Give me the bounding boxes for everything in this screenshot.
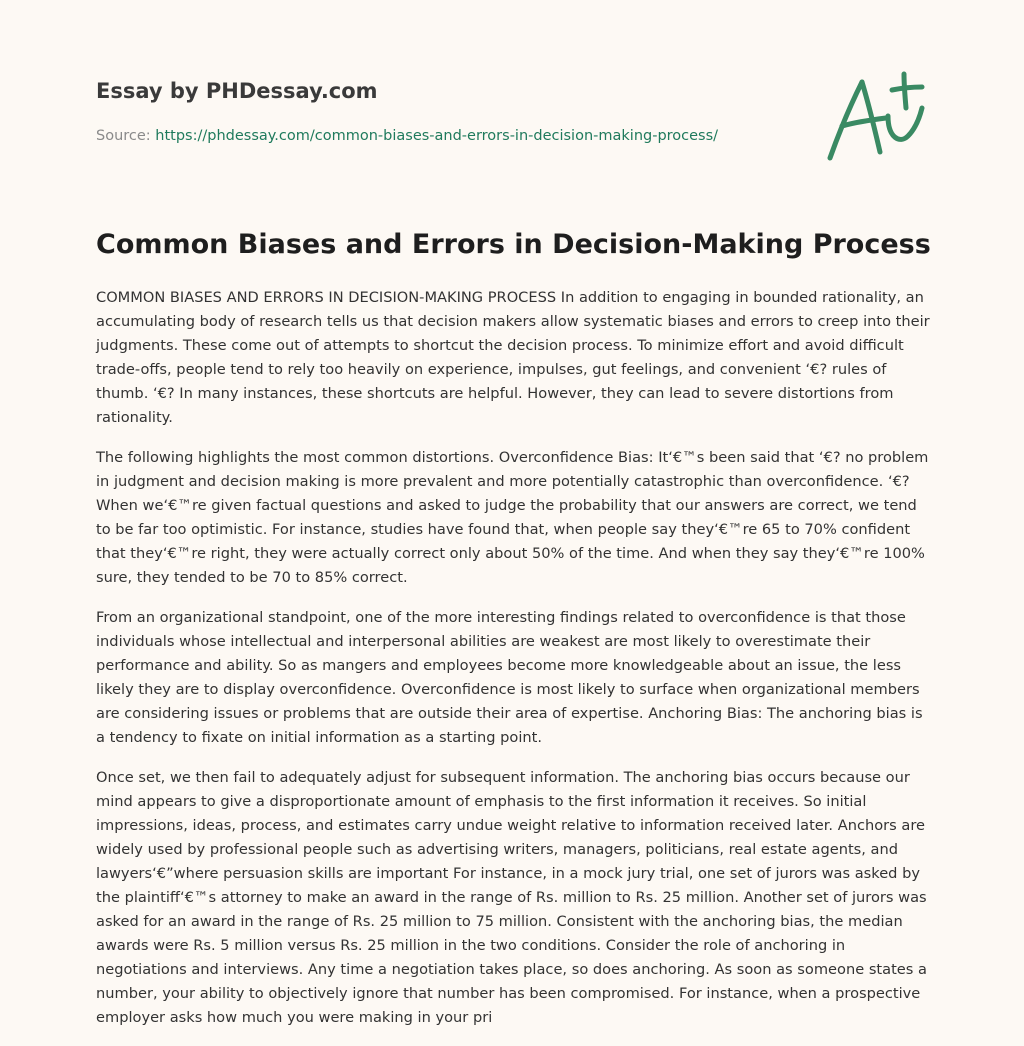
essay-paragraph: From an organizational standpoint, one of the more interesting findings related to overconfidence is that those individuals whose intellectual and interpersonal abilities are weakest are most likely to overestimate their performance and ability. So as mangers and employees become more knowledgeable about an issue, the less likely they are to display overconfidence. Overconfidence is most likely to surface when organizational members are considering issues or problems that are outside their area of expertise. Anchoring Bias: The anchoring bias is a tendency to fixate on initial information as a starting point.	[96, 609, 923, 746]
source-line	[96, 126, 796, 146]
source-label: Source:	[96, 128, 156, 144]
site-brand: Essay by PHDessay.com	[96, 79, 378, 103]
essay-paragraph: The following highlights the most common distortions. Overconfidence Bias: It‘€™s been said that ‘€? no problem in judgment and decision making is more prevalent and more potentially catastrophic than overconfidence. ‘€? When we‘€™re given factual questions and asked to judge the probability that our answers are correct, we tend to be far too optimistic. For instance, studies have found that, when people say they‘€™re 65 to 70% confident that they‘€™re right, they were actually correct only about 50% of the time. And when they say they‘€™re 100% sure, they tended to be 70 to 85% correct.	[96, 449, 929, 586]
essay-paragraph: Once set, we then fail to adequately adjust for subsequent information. The anchoring bias occurs because our mind appears to give a disproportionate amount of emphasis to the first information it receives. So initial impressions, ideas, process, and estimates carry undue weight relative to information received later. Anchors are widely used by professional people such as advertising writers, managers, politicians, real estate agents, and lawyers‘€”where persuasion skills are important For instance, in a mock jury trial, one set of jurors was asked by the plaintiff‘€™s attorney to make an award in the range of Rs. million to Rs. 25 million. Another set of jurors was asked for an award in the range of Rs. 25 million to 75 million. Consistent with the anchoring bias, the median awards were Rs. 5 million versus Rs. 25 million in the two conditions. Consider the role of anchoring in negotiations and interviews. Any time a negotiation takes place, so does anchoring. As soon as someone states a number, your ability to objectively ignore that number has been compromised. For instance, when a prospective employer asks how much you were making in your pri	[96, 769, 927, 1026]
essay-title: Common Biases and Errors in Decision-Making Process	[96, 229, 931, 260]
a-plus-logo-icon	[822, 68, 932, 168]
page-header	[96, 76, 796, 146]
source-link[interactable]: https://phdessay.com/common-biases-and-errors-in-decision-making-process/	[155, 128, 719, 144]
essay-paragraph: COMMON BIASES AND ERRORS IN DECISION-MAKING PROCESS In addition to engaging in bounded rationality, an accumulating body of research tells us that decision makers allow systematic biases and errors to creep into their judgments. These come out of attempts to shortcut the decision process. To minimize effort and avoid difficult trade-offs, people tend to rely too heavily on experience, impulses, gut feelings, and convenient ‘€? rules of thumb. ‘€? In many instances, these shortcuts are helpful. However, they can lead to severe distortions from rationality.	[96, 289, 930, 426]
essay-body	[96, 286, 932, 1046]
